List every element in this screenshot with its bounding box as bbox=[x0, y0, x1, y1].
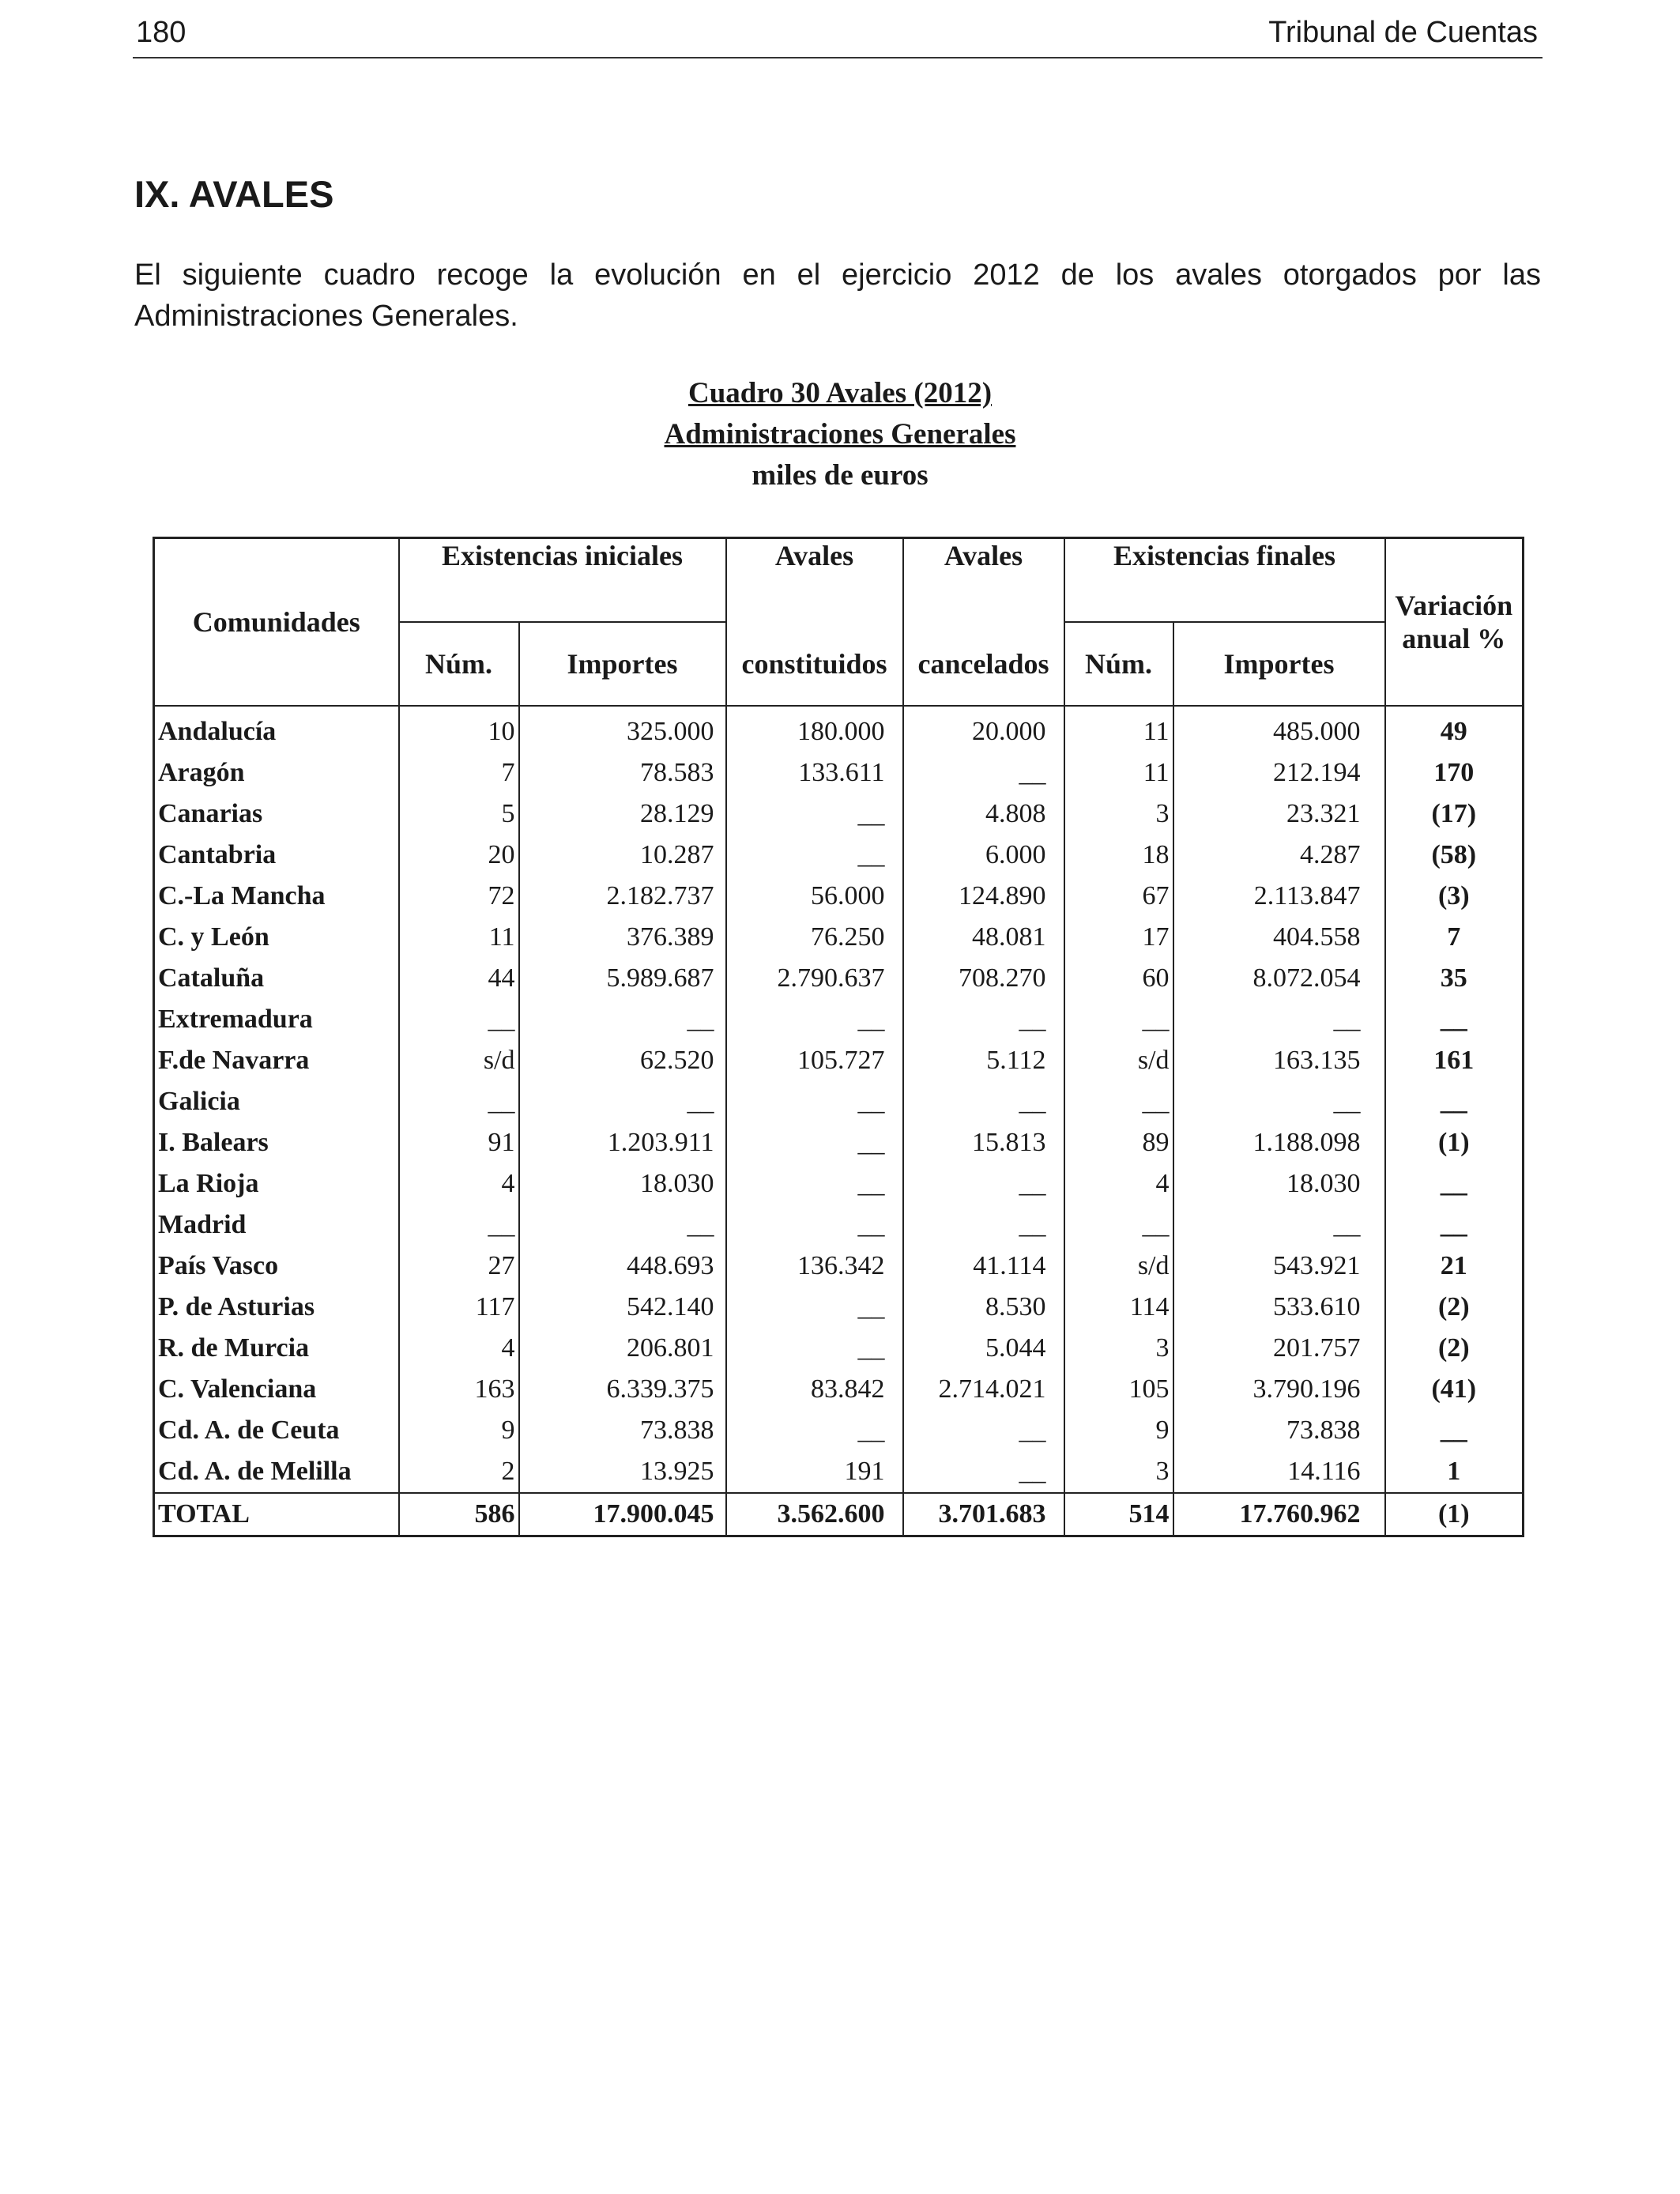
cell-cancelados: __ bbox=[903, 1163, 1064, 1204]
cell-cancelados: 41.114 bbox=[903, 1246, 1064, 1287]
cell-fin-num: __ bbox=[1064, 999, 1173, 1040]
cell-fin-num: 9 bbox=[1064, 1410, 1173, 1451]
cell-ini-num: 7 bbox=[399, 752, 519, 794]
cell-fin-importes: 73.838 bbox=[1173, 1410, 1385, 1451]
cell-variacion: (3) bbox=[1385, 876, 1524, 917]
cell-fin-num: 105 bbox=[1064, 1369, 1173, 1410]
row-name: Cantabria bbox=[154, 835, 399, 876]
cell-ini-importes: 542.140 bbox=[519, 1287, 726, 1328]
cell-ini-importes: 206.801 bbox=[519, 1328, 726, 1369]
cell-fin-importes: __ bbox=[1173, 999, 1385, 1040]
cell-fin-num: s/d bbox=[1064, 1040, 1173, 1081]
cell-ini-num: 2 bbox=[399, 1451, 519, 1493]
total-row bbox=[154, 1493, 1524, 1536]
header-fin-num: Núm. bbox=[1064, 622, 1173, 706]
cell-ini-num: 4 bbox=[399, 1163, 519, 1204]
cell-cancelados: 8.530 bbox=[903, 1287, 1064, 1328]
cell-variacion: (17) bbox=[1385, 794, 1524, 835]
cell-ini-num: __ bbox=[399, 1081, 519, 1122]
cell-ini-num: 72 bbox=[399, 876, 519, 917]
table-row bbox=[154, 958, 1524, 999]
row-name: R. de Murcia bbox=[154, 1328, 399, 1369]
table-body bbox=[154, 706, 1524, 1493]
table-caption-title: Cuadro 30 Avales (2012) bbox=[687, 377, 993, 409]
total-variacion: (1) bbox=[1385, 1493, 1524, 1536]
row-name: Madrid bbox=[154, 1204, 399, 1246]
cell-ini-num: 5 bbox=[399, 794, 519, 835]
cell-fin-importes: 2.113.847 bbox=[1173, 876, 1385, 917]
cell-cancelados: 6.000 bbox=[903, 835, 1064, 876]
header-avales-constituidos-top: Avales bbox=[726, 538, 903, 623]
cell-fin-num: 3 bbox=[1064, 1451, 1173, 1493]
cell-ini-num: 4 bbox=[399, 1328, 519, 1369]
row-name: C.-La Mancha bbox=[154, 876, 399, 917]
page-number: 180 bbox=[136, 16, 186, 49]
header-ini-importes: Importes bbox=[519, 622, 726, 706]
cell-ini-num: __ bbox=[399, 999, 519, 1040]
header-comunidades: Comunidades bbox=[154, 538, 399, 707]
header-avales-cancelados-top: Avales bbox=[903, 538, 1064, 623]
cell-variacion: 1 bbox=[1385, 1451, 1524, 1493]
header-ini-num: Núm. bbox=[399, 622, 519, 706]
row-name: Galicia bbox=[154, 1081, 399, 1122]
cell-ini-num: 27 bbox=[399, 1246, 519, 1287]
cell-fin-importes: 1.188.098 bbox=[1173, 1122, 1385, 1163]
cell-fin-importes: 14.116 bbox=[1173, 1451, 1385, 1493]
cell-ini-importes: __ bbox=[519, 1081, 726, 1122]
table-row bbox=[154, 794, 1524, 835]
cell-fin-num: 67 bbox=[1064, 876, 1173, 917]
cell-variacion: __ bbox=[1385, 999, 1524, 1040]
total-constituidos: 3.562.600 bbox=[726, 1493, 903, 1536]
cell-ini-importes: 28.129 bbox=[519, 794, 726, 835]
table-row bbox=[154, 1204, 1524, 1246]
cell-fin-num: __ bbox=[1064, 1204, 1173, 1246]
row-name: Cd. A. de Melilla bbox=[154, 1451, 399, 1493]
table-row bbox=[154, 1287, 1524, 1328]
row-name: Cataluña bbox=[154, 958, 399, 999]
cell-ini-importes: 13.925 bbox=[519, 1451, 726, 1493]
row-name: P. de Asturias bbox=[154, 1287, 399, 1328]
cell-fin-num: __ bbox=[1064, 1081, 1173, 1122]
table-row bbox=[154, 752, 1524, 794]
cell-fin-num: 60 bbox=[1064, 958, 1173, 999]
cell-fin-importes: 163.135 bbox=[1173, 1040, 1385, 1081]
table-row bbox=[154, 1040, 1524, 1081]
cell-constituidos: 83.842 bbox=[726, 1369, 903, 1410]
cell-constituidos: 133.611 bbox=[726, 752, 903, 794]
cell-ini-importes: 18.030 bbox=[519, 1163, 726, 1204]
row-name: Aragón bbox=[154, 752, 399, 794]
table-row bbox=[154, 1081, 1524, 1122]
cell-fin-importes: __ bbox=[1173, 1204, 1385, 1246]
cell-ini-importes: 2.182.737 bbox=[519, 876, 726, 917]
cell-constituidos: __ bbox=[726, 1287, 903, 1328]
cell-ini-importes: 5.989.687 bbox=[519, 958, 726, 999]
header-existencias-iniciales: Existencias iniciales bbox=[399, 538, 726, 623]
cell-constituidos: 105.727 bbox=[726, 1040, 903, 1081]
cell-fin-num: 17 bbox=[1064, 917, 1173, 958]
cell-cancelados: __ bbox=[903, 999, 1064, 1040]
header-existencias-finales: Existencias finales bbox=[1064, 538, 1385, 623]
cell-fin-importes: 485.000 bbox=[1173, 706, 1385, 752]
cell-cancelados: 5.044 bbox=[903, 1328, 1064, 1369]
cell-constituidos: 76.250 bbox=[726, 917, 903, 958]
cell-variacion: 161 bbox=[1385, 1040, 1524, 1081]
cell-cancelados: 4.808 bbox=[903, 794, 1064, 835]
total-label: TOTAL bbox=[154, 1493, 399, 1536]
cell-variacion: __ bbox=[1385, 1410, 1524, 1451]
cell-fin-importes: __ bbox=[1173, 1081, 1385, 1122]
avales-table bbox=[153, 537, 1524, 1537]
intro-paragraph: El siguiente cuadro recoge la evolución en el ejercicio 2012 de los avales otorgados por las Administraciones Generales. bbox=[134, 258, 1541, 333]
cell-cancelados: __ bbox=[903, 1451, 1064, 1493]
cell-constituidos: __ bbox=[726, 835, 903, 876]
cell-ini-num: 11 bbox=[399, 917, 519, 958]
cell-fin-num: 11 bbox=[1064, 752, 1173, 794]
cell-constituidos: 56.000 bbox=[726, 876, 903, 917]
cell-cancelados: __ bbox=[903, 1410, 1064, 1451]
cell-cancelados: 124.890 bbox=[903, 876, 1064, 917]
total-fin-num: 514 bbox=[1064, 1493, 1173, 1536]
cell-fin-importes: 201.757 bbox=[1173, 1328, 1385, 1369]
cell-fin-importes: 533.610 bbox=[1173, 1287, 1385, 1328]
table-row bbox=[154, 1369, 1524, 1410]
cell-ini-importes: 78.583 bbox=[519, 752, 726, 794]
table-row bbox=[154, 917, 1524, 958]
row-name: País Vasco bbox=[154, 1246, 399, 1287]
cell-variacion: 35 bbox=[1385, 958, 1524, 999]
cell-variacion: __ bbox=[1385, 1204, 1524, 1246]
row-name: Andalucía bbox=[154, 706, 399, 752]
cell-cancelados: 708.270 bbox=[903, 958, 1064, 999]
cell-ini-importes: __ bbox=[519, 1204, 726, 1246]
cell-fin-num: 89 bbox=[1064, 1122, 1173, 1163]
cell-variacion: (1) bbox=[1385, 1122, 1524, 1163]
table-row bbox=[154, 1246, 1524, 1287]
table-row bbox=[154, 835, 1524, 876]
cell-cancelados: __ bbox=[903, 752, 1064, 794]
cell-constituidos: __ bbox=[726, 1204, 903, 1246]
row-name: I. Balears bbox=[154, 1122, 399, 1163]
cell-ini-importes: __ bbox=[519, 999, 726, 1040]
cell-cancelados: 5.112 bbox=[903, 1040, 1064, 1081]
cell-ini-importes: 325.000 bbox=[519, 706, 726, 752]
cell-ini-num: 163 bbox=[399, 1369, 519, 1410]
cell-fin-num: s/d bbox=[1064, 1246, 1173, 1287]
cell-fin-importes: 543.921 bbox=[1173, 1246, 1385, 1287]
cell-ini-num: 20 bbox=[399, 835, 519, 876]
cell-fin-num: 114 bbox=[1064, 1287, 1173, 1328]
cell-fin-num: 4 bbox=[1064, 1163, 1173, 1204]
cell-fin-importes: 8.072.054 bbox=[1173, 958, 1385, 999]
cell-fin-num: 11 bbox=[1064, 706, 1173, 752]
row-name: C. Valenciana bbox=[154, 1369, 399, 1410]
total-ini-num: 586 bbox=[399, 1493, 519, 1536]
cell-fin-importes: 18.030 bbox=[1173, 1163, 1385, 1204]
cell-fin-num: 18 bbox=[1064, 835, 1173, 876]
cell-ini-num: 9 bbox=[399, 1410, 519, 1451]
cell-ini-num: 10 bbox=[399, 706, 519, 752]
cell-ini-num: 91 bbox=[399, 1122, 519, 1163]
cell-variacion: (2) bbox=[1385, 1328, 1524, 1369]
cell-fin-num: 3 bbox=[1064, 794, 1173, 835]
cell-cancelados: 2.714.021 bbox=[903, 1369, 1064, 1410]
cell-ini-num: 117 bbox=[399, 1287, 519, 1328]
table-row bbox=[154, 1410, 1524, 1451]
table-row bbox=[154, 999, 1524, 1040]
table-row bbox=[154, 1451, 1524, 1493]
cell-fin-importes: 23.321 bbox=[1173, 794, 1385, 835]
cell-variacion: __ bbox=[1385, 1081, 1524, 1122]
header-fin-importes: Importes bbox=[1173, 622, 1385, 706]
total-ini-importes: 17.900.045 bbox=[519, 1493, 726, 1536]
cell-cancelados: 15.813 bbox=[903, 1122, 1064, 1163]
cell-cancelados: __ bbox=[903, 1204, 1064, 1246]
table-row bbox=[154, 1122, 1524, 1163]
cell-fin-importes: 4.287 bbox=[1173, 835, 1385, 876]
cell-variacion: 7 bbox=[1385, 917, 1524, 958]
cell-constituidos: 191 bbox=[726, 1451, 903, 1493]
cell-fin-importes: 212.194 bbox=[1173, 752, 1385, 794]
row-name: Cd. A. de Ceuta bbox=[154, 1410, 399, 1451]
cell-constituidos: __ bbox=[726, 999, 903, 1040]
cell-constituidos: __ bbox=[726, 1328, 903, 1369]
row-name: La Rioja bbox=[154, 1163, 399, 1204]
cell-variacion: (2) bbox=[1385, 1287, 1524, 1328]
cell-constituidos: __ bbox=[726, 1122, 903, 1163]
cell-fin-importes: 3.790.196 bbox=[1173, 1369, 1385, 1410]
cell-cancelados: 48.081 bbox=[903, 917, 1064, 958]
page-header bbox=[133, 11, 1543, 58]
cell-variacion: 49 bbox=[1385, 706, 1524, 752]
header-variacion-top: Variación bbox=[1385, 538, 1524, 623]
table-row bbox=[154, 1328, 1524, 1369]
total-fin-importes: 17.760.962 bbox=[1173, 1493, 1385, 1536]
running-title: Tribunal de Cuentas bbox=[1268, 16, 1538, 49]
table-caption-subtitle: Administraciones Generales bbox=[664, 418, 1016, 450]
table-row bbox=[154, 706, 1524, 752]
cell-fin-importes: 404.558 bbox=[1173, 917, 1385, 958]
header-avales-cancelados-bottom: cancelados bbox=[903, 622, 1064, 706]
cell-ini-importes: 73.838 bbox=[519, 1410, 726, 1451]
cell-constituidos: __ bbox=[726, 1081, 903, 1122]
cell-variacion: 21 bbox=[1385, 1246, 1524, 1287]
cell-variacion: (41) bbox=[1385, 1369, 1524, 1410]
row-name: Canarias bbox=[154, 794, 399, 835]
cell-cancelados: __ bbox=[903, 1081, 1064, 1122]
table-row bbox=[154, 876, 1524, 917]
header-variacion-bottom: anual % bbox=[1385, 622, 1524, 706]
row-name: Extremadura bbox=[154, 999, 399, 1040]
cell-ini-importes: 376.389 bbox=[519, 917, 726, 958]
cell-ini-num: __ bbox=[399, 1204, 519, 1246]
row-name: C. y León bbox=[154, 917, 399, 958]
cell-variacion: __ bbox=[1385, 1163, 1524, 1204]
cell-ini-num: 44 bbox=[399, 958, 519, 999]
cell-cancelados: 20.000 bbox=[903, 706, 1064, 752]
cell-constituidos: 2.790.637 bbox=[726, 958, 903, 999]
section-heading: IX. AVALES bbox=[134, 173, 334, 215]
table-caption-units: miles de euros bbox=[751, 459, 929, 492]
cell-ini-importes: 1.203.911 bbox=[519, 1122, 726, 1163]
cell-constituidos: __ bbox=[726, 1410, 903, 1451]
cell-constituidos: __ bbox=[726, 794, 903, 835]
cell-ini-importes: 448.693 bbox=[519, 1246, 726, 1287]
cell-ini-importes: 62.520 bbox=[519, 1040, 726, 1081]
cell-constituidos: __ bbox=[726, 1163, 903, 1204]
cell-fin-num: 3 bbox=[1064, 1328, 1173, 1369]
total-cancelados: 3.701.683 bbox=[903, 1493, 1064, 1536]
cell-ini-num: s/d bbox=[399, 1040, 519, 1081]
table-row bbox=[154, 1163, 1524, 1204]
cell-constituidos: 180.000 bbox=[726, 706, 903, 752]
header-avales-constituidos-bottom: constituidos bbox=[726, 622, 903, 706]
cell-variacion: (58) bbox=[1385, 835, 1524, 876]
cell-ini-importes: 6.339.375 bbox=[519, 1369, 726, 1410]
cell-constituidos: 136.342 bbox=[726, 1246, 903, 1287]
cell-ini-importes: 10.287 bbox=[519, 835, 726, 876]
cell-variacion: 170 bbox=[1385, 752, 1524, 794]
row-name: F.de Navarra bbox=[154, 1040, 399, 1081]
